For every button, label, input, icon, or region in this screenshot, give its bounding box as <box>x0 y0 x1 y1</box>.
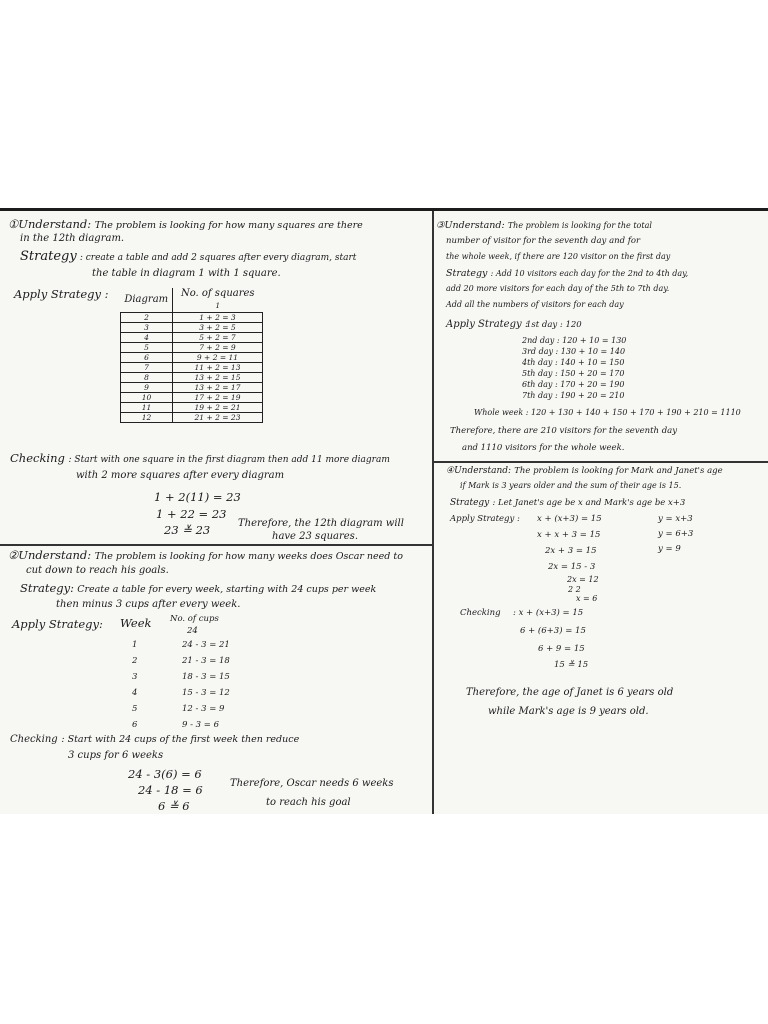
p3-strategy-text3: Add all the numbers of visitors for each day <box>446 300 624 309</box>
table-cell-diagram: 12 <box>121 413 173 423</box>
p2-eq3: 6 ≚ 6 <box>158 799 190 813</box>
table-row <box>121 313 263 323</box>
table-cell-squares: 19 + 2 = 21 <box>173 403 263 413</box>
table-header-diagram: Diagram <box>121 288 173 313</box>
table-row <box>121 403 263 413</box>
p1-checking <box>10 452 390 467</box>
day-visitors: 3rd day : 130 + 10 = 140 <box>522 347 626 356</box>
week-number: 6 <box>132 720 138 730</box>
solution-step: x + x + 3 = 15 <box>537 530 601 540</box>
p1-eq1: 1 + 2(11) = 23 <box>154 490 241 504</box>
p3-therefore: Therefore, there are 210 visitors for the seventh day <box>450 426 678 436</box>
table-row <box>121 383 263 393</box>
section-divider-left <box>0 544 432 546</box>
table-cell-diagram: 4 <box>121 333 173 343</box>
p2-checking-text: : Start with 24 cups of the first week then reduce <box>61 734 300 745</box>
p2-understand-text: The problem is looking for how many weeks does Oscar need to <box>94 551 403 562</box>
cups-value: 12 - 3 = 9 <box>182 704 225 714</box>
p3-whole-week: Whole week : 120 + 130 + 140 + 150 + 170 + 190 + 210 = 1110 <box>474 408 741 417</box>
table-cell-diagram: 5 <box>121 343 173 353</box>
table-cell-diagram: 11 <box>121 403 173 413</box>
p2-eq2: 24 - 18 = 6 <box>138 783 203 797</box>
p1-strategy-text: : create a table and add 2 squares after every diagram, start <box>79 253 357 263</box>
table-cell-squares: 21 + 2 = 23 <box>173 413 263 423</box>
table-cell-squares: 13 + 2 = 17 <box>173 383 263 393</box>
table-row <box>121 323 263 333</box>
table-cell-diagram: 8 <box>121 373 173 383</box>
p2-week-header: Week <box>120 616 152 630</box>
table-cell-squares: 1 + 2 = 3 <box>173 313 263 323</box>
day-visitors: 2nd day : 120 + 10 = 130 <box>522 336 627 345</box>
day-visitors: 5th day : 150 + 20 = 170 <box>522 369 625 378</box>
p1-apply-label: Apply Strategy : <box>14 287 109 301</box>
checking-step: 6 + 9 = 15 <box>538 644 585 654</box>
checking-step: 6 + (6+3) = 15 <box>520 626 586 636</box>
p4-strategy-text: : Let Janet's age be x and Mark's age be x+3 <box>492 498 686 508</box>
checking-step: : x + (x+3) = 15 <box>513 608 584 618</box>
week-number: 1 <box>132 640 138 650</box>
p2-understand-text2: cut down to reach his goals. <box>26 565 169 576</box>
p1-therefore2: have 23 squares. <box>272 531 358 542</box>
table-row <box>121 333 263 343</box>
day-visitors: 4th day : 140 + 10 = 150 <box>522 358 625 367</box>
p2-understand-label: ②Understand: <box>8 548 92 562</box>
p1-checking-text: : Start with one square in the first diagram then add 11 more diagram <box>68 455 390 465</box>
p3-understand-text3: the whole week, if there are 120 visitor on the first day <box>446 252 671 261</box>
p3-strategy-text: : Add 10 visitors each day for the 2nd to 4th day, <box>490 269 689 278</box>
solution-step: 2x = 12 <box>567 575 599 584</box>
p2-apply-label: Apply Strategy: <box>12 617 103 631</box>
table-row <box>121 393 263 403</box>
p3-understand-text: The problem is looking for the total <box>507 221 652 230</box>
table-row <box>121 343 263 353</box>
week-number: 4 <box>132 688 138 698</box>
p4-checking-label: Checking <box>460 608 501 618</box>
p3-strategy <box>446 268 688 280</box>
p2-checking <box>10 732 299 746</box>
p4-therefore: Therefore, the age of Janet is 6 years old <box>466 687 674 698</box>
p1-therefore: Therefore, the 12th diagram will <box>238 518 404 529</box>
p4-apply-eq1: x + (x+3) = 15 <box>537 514 602 524</box>
p4-strategy-label: Strategy <box>450 498 490 508</box>
p2-checking-text2: 3 cups for 6 weeks <box>68 750 164 761</box>
p1-understand-text2: in the 12th diagram. <box>20 233 125 244</box>
p3-understand-text2: number of visitor for the seventh day and for <box>446 236 641 246</box>
y-step: y = 9 <box>658 544 681 554</box>
table-cell-diagram: 2 <box>121 313 173 323</box>
p2-cups-header: No. of cups <box>170 614 219 624</box>
p1-understand-label: ①Understand: <box>8 217 92 231</box>
table-cell-diagram: 9 <box>121 383 173 393</box>
table-cell-diagram: 7 <box>121 363 173 373</box>
week-number: 3 <box>132 672 138 682</box>
p2-strategy-label: Strategy: <box>20 581 75 595</box>
p4-understand-text: The problem is looking for Mark and Janet's age <box>514 466 723 476</box>
p2-checking-label: Checking <box>10 734 58 745</box>
p4-apply-label: Apply Strategy : <box>450 514 520 524</box>
cups-value: 24 - 3 = 21 <box>182 640 230 650</box>
p2-therefore2: to reach his goal <box>266 797 351 808</box>
p3-understand-label: ③Understand: <box>436 220 505 231</box>
p2-therefore: Therefore, Oscar needs 6 weeks <box>230 778 394 789</box>
solution-step: 2 2 <box>568 585 581 594</box>
p3-apply-label: Apply Strategy : <box>446 319 529 330</box>
table-header-squares <box>173 288 263 313</box>
solution-step: 2x + 3 = 15 <box>545 546 597 556</box>
p1-strategy-label: Strategy <box>20 249 77 264</box>
p1-strategy-text2: the table in diagram 1 with 1 square. <box>92 268 281 279</box>
table-row <box>121 413 263 423</box>
table-cell-squares: 9 + 2 = 11 <box>173 353 263 363</box>
table-first-value: 1 <box>215 301 221 310</box>
week-number: 2 <box>132 656 138 666</box>
p2-strategy <box>20 582 376 596</box>
p1-strategy <box>20 251 356 264</box>
p4-understand <box>446 465 723 477</box>
p2-strategy-text2: then minus 3 cups after every week. <box>56 599 241 610</box>
p2-strategy-text: Create a table for every week, starting with 24 cups per week <box>77 584 377 595</box>
p1-checking-text2: with 2 more squares after every diagram <box>76 470 285 481</box>
p4-understand-label: ④Understand: <box>446 466 512 476</box>
table-row <box>121 353 263 363</box>
solution-step: x = 6 <box>576 594 598 603</box>
table-row <box>121 363 263 373</box>
p2-eq1: 24 - 3(6) = 6 <box>128 767 202 781</box>
cups-value: 9 - 3 = 6 <box>182 720 220 730</box>
p3-therefore2: and 1110 visitors for the whole week. <box>462 443 625 453</box>
table-cell-squares: 7 + 2 = 9 <box>173 343 263 353</box>
p4-strategy <box>450 497 685 509</box>
p3-understand <box>436 220 652 232</box>
y-step: y = 6+3 <box>658 529 694 539</box>
solution-step: 2x = 15 - 3 <box>548 562 596 572</box>
cups-value: 15 - 3 = 12 <box>182 688 230 698</box>
p1-eq2: 1 + 22 = 23 <box>156 507 227 521</box>
p3-strategy-label: Strategy <box>446 268 488 279</box>
p1-squares-table <box>120 288 263 423</box>
day-visitors: 6th day : 170 + 20 = 190 <box>522 380 625 389</box>
table-header-squares-label: No. of squares <box>180 288 255 299</box>
p2-understand <box>8 549 403 563</box>
table-cell-diagram: 6 <box>121 353 173 363</box>
table-cell-squares: 3 + 2 = 5 <box>173 323 263 333</box>
p4-understand-text2: if Mark is 3 years older and the sum of their age is 15. <box>460 481 682 490</box>
checking-step: 15 ≚ 15 <box>554 660 589 670</box>
week-number: 5 <box>132 704 138 714</box>
p2-start-cups: 24 <box>187 626 198 636</box>
table-cell-diagram: 10 <box>121 393 173 403</box>
day-visitors: 7th day : 190 + 20 = 210 <box>522 391 625 400</box>
y-step: y = x+3 <box>658 514 693 524</box>
p4-therefore2: while Mark's age is 9 years old. <box>488 706 649 717</box>
p3-first-day: 1st day : 120 <box>526 320 582 330</box>
column-divider <box>432 211 434 814</box>
cups-value: 21 - 3 = 18 <box>182 656 230 666</box>
p1-eq3: 23 ≚ 23 <box>164 523 211 537</box>
worksheet <box>0 208 768 814</box>
p1-understand-text: The problem is looking for how many squares are there <box>94 220 363 231</box>
p3-strategy-text2: add 20 more visitors for each day of the 5th to 7th day. <box>446 284 670 293</box>
table-cell-squares: 17 + 2 = 19 <box>173 393 263 403</box>
table-cell-squares: 13 + 2 = 15 <box>173 373 263 383</box>
cups-value: 18 - 3 = 15 <box>182 672 230 682</box>
table-row <box>121 373 263 383</box>
table-cell-squares: 11 + 2 = 13 <box>173 363 263 373</box>
table-cell-squares: 5 + 2 = 7 <box>173 333 263 343</box>
section-divider-right <box>432 461 768 463</box>
p1-checking-label: Checking <box>10 451 65 465</box>
table-cell-diagram: 3 <box>121 323 173 333</box>
p1-understand <box>8 218 363 232</box>
table-header-row <box>121 288 263 313</box>
